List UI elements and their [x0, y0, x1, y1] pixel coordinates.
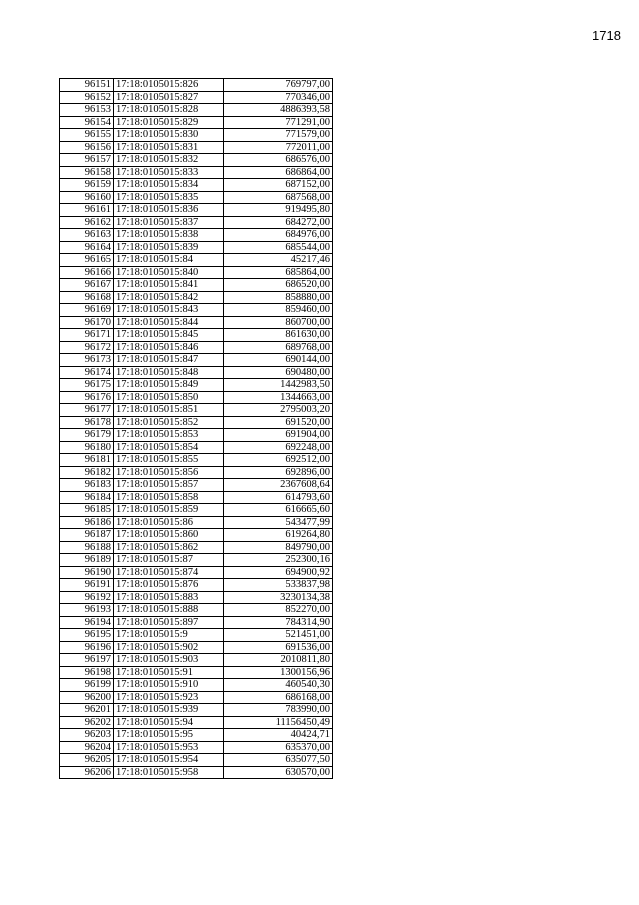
- table-row: [60, 454, 333, 467]
- table-row: [60, 129, 333, 142]
- table-row: [60, 704, 333, 717]
- row-number-cell: 96184: [60, 491, 114, 504]
- row-number-cell: 96163: [60, 229, 114, 242]
- cadastral-number-cell: 17:18:0105015:832: [114, 154, 224, 167]
- cadastral-number-cell: 17:18:0105015:902: [114, 641, 224, 654]
- cadastral-number-cell: 17:18:0105015:859: [114, 504, 224, 517]
- row-number-cell: 96170: [60, 316, 114, 329]
- table-row: [60, 541, 333, 554]
- row-number-cell: 96205: [60, 754, 114, 767]
- cadastral-number-cell: 17:18:0105015:958: [114, 766, 224, 779]
- table-row: [60, 391, 333, 404]
- row-number-cell: 96161: [60, 204, 114, 217]
- table-row: [60, 579, 333, 592]
- row-number-cell: 96182: [60, 466, 114, 479]
- cadastral-value-cell: 691520,00: [224, 416, 333, 429]
- cadastral-value-cell: 619264,80: [224, 529, 333, 542]
- cadastral-value-cell: 783990,00: [224, 704, 333, 717]
- cadastral-number-cell: 17:18:0105015:840: [114, 266, 224, 279]
- cadastral-value-cell: 858880,00: [224, 291, 333, 304]
- cadastral-number-cell: 17:18:0105015:828: [114, 104, 224, 117]
- cadastral-number-cell: 17:18:0105015:86: [114, 516, 224, 529]
- row-number-cell: 96157: [60, 154, 114, 167]
- table-row: [60, 479, 333, 492]
- cadastral-number-cell: 17:18:0105015:829: [114, 116, 224, 129]
- table-row: [60, 104, 333, 117]
- table-row: [60, 516, 333, 529]
- row-number-cell: 96160: [60, 191, 114, 204]
- cadastral-number-cell: 17:18:0105015:953: [114, 741, 224, 754]
- row-number-cell: 96181: [60, 454, 114, 467]
- row-number-cell: 96151: [60, 79, 114, 92]
- table-row: [60, 166, 333, 179]
- cadastral-value-cell: 45217,46: [224, 254, 333, 267]
- cadastral-value-cell: 1344663,00: [224, 391, 333, 404]
- cadastral-number-cell: 17:18:0105015:848: [114, 366, 224, 379]
- cadastral-value-cell: 686576,00: [224, 154, 333, 167]
- row-number-cell: 96176: [60, 391, 114, 404]
- cadastral-value-cell: 460540,30: [224, 679, 333, 692]
- cadastral-value-cell: 635370,00: [224, 741, 333, 754]
- row-number-cell: 96190: [60, 566, 114, 579]
- cadastral-number-cell: 17:18:0105015:862: [114, 541, 224, 554]
- cadastral-value-cell: 684976,00: [224, 229, 333, 242]
- cadastral-number-cell: 17:18:0105015:851: [114, 404, 224, 417]
- cadastral-number-cell: 17:18:0105015:834: [114, 179, 224, 192]
- cadastral-number-cell: 17:18:0105015:850: [114, 391, 224, 404]
- cadastral-value-cell: 686864,00: [224, 166, 333, 179]
- cadastral-number-cell: 17:18:0105015:923: [114, 691, 224, 704]
- table-row: [60, 616, 333, 629]
- cadastral-value-cell: 690144,00: [224, 354, 333, 367]
- cadastral-number-cell: 17:18:0105015:841: [114, 279, 224, 292]
- table-row: [60, 241, 333, 254]
- row-number-cell: 96166: [60, 266, 114, 279]
- table-row: [60, 379, 333, 392]
- cadastral-number-cell: 17:18:0105015:910: [114, 679, 224, 692]
- cadastral-number-cell: 17:18:0105015:831: [114, 141, 224, 154]
- cadastral-number-cell: 17:18:0105015:903: [114, 654, 224, 667]
- cadastral-value-cell: 543477,99: [224, 516, 333, 529]
- row-number-cell: 96162: [60, 216, 114, 229]
- row-number-cell: 96200: [60, 691, 114, 704]
- table-row: [60, 766, 333, 779]
- row-number-cell: 96167: [60, 279, 114, 292]
- cadastral-value-cell: 1442983,50: [224, 379, 333, 392]
- row-number-cell: 96175: [60, 379, 114, 392]
- row-number-cell: 96152: [60, 91, 114, 104]
- table-row: [60, 554, 333, 567]
- table-row: [60, 529, 333, 542]
- cadastral-number-cell: 17:18:0105015:883: [114, 591, 224, 604]
- cadastral-number-cell: 17:18:0105015:87: [114, 554, 224, 567]
- row-number-cell: 96197: [60, 654, 114, 667]
- cadastral-value-cell: 860700,00: [224, 316, 333, 329]
- cadastral-number-cell: 17:18:0105015:95: [114, 729, 224, 742]
- table-row: [60, 629, 333, 642]
- table-row: [60, 266, 333, 279]
- table-body: [60, 79, 333, 779]
- cadastral-value-cell: 2367608,64: [224, 479, 333, 492]
- table-row: [60, 416, 333, 429]
- table-row: [60, 741, 333, 754]
- cadastral-number-cell: 17:18:0105015:835: [114, 191, 224, 204]
- table-row: [60, 466, 333, 479]
- cadastral-value-cell: 686520,00: [224, 279, 333, 292]
- cadastral-number-cell: 17:18:0105015:833: [114, 166, 224, 179]
- cadastral-value-cell: 769797,00: [224, 79, 333, 92]
- cadastral-value-cell: 919495,80: [224, 204, 333, 217]
- cadastral-value-cell: 691904,00: [224, 429, 333, 442]
- table-row: [60, 79, 333, 92]
- table-row: [60, 491, 333, 504]
- row-number-cell: 96174: [60, 366, 114, 379]
- table-row: [60, 329, 333, 342]
- cadastral-number-cell: 17:18:0105015:857: [114, 479, 224, 492]
- row-number-cell: 96158: [60, 166, 114, 179]
- cadastral-value-cell: 685544,00: [224, 241, 333, 254]
- cadastral-number-cell: 17:18:0105015:849: [114, 379, 224, 392]
- row-number-cell: 96193: [60, 604, 114, 617]
- row-number-cell: 96159: [60, 179, 114, 192]
- cadastral-number-cell: 17:18:0105015:843: [114, 304, 224, 317]
- table-row: [60, 141, 333, 154]
- cadastral-number-cell: 17:18:0105015:874: [114, 566, 224, 579]
- row-number-cell: 96185: [60, 504, 114, 517]
- table-row: [60, 204, 333, 217]
- row-number-cell: 96196: [60, 641, 114, 654]
- cadastral-value-cell: 684272,00: [224, 216, 333, 229]
- cadastral-value-cell: 1300156,96: [224, 666, 333, 679]
- row-number-cell: 96154: [60, 116, 114, 129]
- row-number-cell: 96165: [60, 254, 114, 267]
- cadastral-number-cell: 17:18:0105015:830: [114, 129, 224, 142]
- row-number-cell: 96156: [60, 141, 114, 154]
- table-row: [60, 654, 333, 667]
- cadastral-number-cell: 17:18:0105015:846: [114, 341, 224, 354]
- cadastral-value-cell: 40424,71: [224, 729, 333, 742]
- row-number-cell: 96183: [60, 479, 114, 492]
- cadastral-number-cell: 17:18:0105015:837: [114, 216, 224, 229]
- cadastral-value-cell: 770346,00: [224, 91, 333, 104]
- cadastral-number-cell: 17:18:0105015:838: [114, 229, 224, 242]
- cadastral-value-cell: 3230134,38: [224, 591, 333, 604]
- table-row: [60, 729, 333, 742]
- table-row: [60, 354, 333, 367]
- cadastral-value-cell: 2795003,20: [224, 404, 333, 417]
- row-number-cell: 96171: [60, 329, 114, 342]
- cadastral-number-cell: 17:18:0105015:853: [114, 429, 224, 442]
- cadastral-value-cell: 689768,00: [224, 341, 333, 354]
- cadastral-value-cell: 859460,00: [224, 304, 333, 317]
- row-number-cell: 96187: [60, 529, 114, 542]
- cadastral-value-cell: 687152,00: [224, 179, 333, 192]
- cadastral-value-cell: 2010811,80: [224, 654, 333, 667]
- row-number-cell: 96201: [60, 704, 114, 717]
- table-row: [60, 91, 333, 104]
- cadastral-value-cell: 771579,00: [224, 129, 333, 142]
- table-row: [60, 116, 333, 129]
- row-number-cell: 96206: [60, 766, 114, 779]
- cadastral-value-table: [59, 78, 333, 779]
- cadastral-number-cell: 17:18:0105015:854: [114, 441, 224, 454]
- cadastral-number-cell: 17:18:0105015:897: [114, 616, 224, 629]
- cadastral-number-cell: 17:18:0105015:91: [114, 666, 224, 679]
- row-number-cell: 96202: [60, 716, 114, 729]
- row-number-cell: 96186: [60, 516, 114, 529]
- cadastral-value-cell: 772011,00: [224, 141, 333, 154]
- cadastral-value-cell: 691536,00: [224, 641, 333, 654]
- table-row: [60, 666, 333, 679]
- cadastral-number-cell: 17:18:0105015:876: [114, 579, 224, 592]
- table-row: [60, 341, 333, 354]
- cadastral-value-cell: 849790,00: [224, 541, 333, 554]
- cadastral-number-cell: 17:18:0105015:826: [114, 79, 224, 92]
- cadastral-number-cell: 17:18:0105015:852: [114, 416, 224, 429]
- cadastral-value-cell: 692896,00: [224, 466, 333, 479]
- cadastral-number-cell: 17:18:0105015:855: [114, 454, 224, 467]
- cadastral-value-cell: 4886393,58: [224, 104, 333, 117]
- page-number: 1718: [592, 28, 621, 43]
- table-row: [60, 604, 333, 617]
- cadastral-number-cell: 17:18:0105015:839: [114, 241, 224, 254]
- row-number-cell: 96195: [60, 629, 114, 642]
- table-row: [60, 179, 333, 192]
- row-number-cell: 96203: [60, 729, 114, 742]
- table-row: [60, 291, 333, 304]
- cadastral-value-cell: 852270,00: [224, 604, 333, 617]
- cadastral-value-cell: 690480,00: [224, 366, 333, 379]
- row-number-cell: 96173: [60, 354, 114, 367]
- row-number-cell: 96204: [60, 741, 114, 754]
- cadastral-value-cell: 771291,00: [224, 116, 333, 129]
- table-row: [60, 191, 333, 204]
- cadastral-number-cell: 17:18:0105015:860: [114, 529, 224, 542]
- table-row: [60, 304, 333, 317]
- row-number-cell: 96169: [60, 304, 114, 317]
- table-row: [60, 229, 333, 242]
- cadastral-value-cell: 521451,00: [224, 629, 333, 642]
- row-number-cell: 96179: [60, 429, 114, 442]
- cadastral-value-cell: 630570,00: [224, 766, 333, 779]
- cadastral-number-cell: 17:18:0105015:939: [114, 704, 224, 717]
- row-number-cell: 96172: [60, 341, 114, 354]
- row-number-cell: 96198: [60, 666, 114, 679]
- row-number-cell: 96153: [60, 104, 114, 117]
- cadastral-value-cell: 694900,92: [224, 566, 333, 579]
- row-number-cell: 96189: [60, 554, 114, 567]
- row-number-cell: 96155: [60, 129, 114, 142]
- table-row: [60, 504, 333, 517]
- cadastral-value-cell: 616665,60: [224, 504, 333, 517]
- cadastral-number-cell: 17:18:0105015:845: [114, 329, 224, 342]
- cadastral-value-cell: 11156450,49: [224, 716, 333, 729]
- cadastral-number-cell: 17:18:0105015:94: [114, 716, 224, 729]
- table-row: [60, 316, 333, 329]
- table-row: [60, 216, 333, 229]
- row-number-cell: 96178: [60, 416, 114, 429]
- table-row: [60, 254, 333, 267]
- row-number-cell: 96188: [60, 541, 114, 554]
- cadastral-number-cell: 17:18:0105015:858: [114, 491, 224, 504]
- cadastral-number-cell: 17:18:0105015:856: [114, 466, 224, 479]
- cadastral-value-cell: 614793,60: [224, 491, 333, 504]
- table-row: [60, 716, 333, 729]
- cadastral-value-cell: 687568,00: [224, 191, 333, 204]
- cadastral-number-cell: 17:18:0105015:84: [114, 254, 224, 267]
- cadastral-value-cell: 686168,00: [224, 691, 333, 704]
- row-number-cell: 96199: [60, 679, 114, 692]
- cadastral-value-cell: 635077,50: [224, 754, 333, 767]
- cadastral-value-cell: 692248,00: [224, 441, 333, 454]
- row-number-cell: 96168: [60, 291, 114, 304]
- cadastral-number-cell: 17:18:0105015:844: [114, 316, 224, 329]
- table-row: [60, 566, 333, 579]
- row-number-cell: 96191: [60, 579, 114, 592]
- cadastral-value-cell: 533837,98: [224, 579, 333, 592]
- row-number-cell: 96192: [60, 591, 114, 604]
- row-number-cell: 96164: [60, 241, 114, 254]
- cadastral-number-cell: 17:18:0105015:888: [114, 604, 224, 617]
- cadastral-value-cell: 252300,16: [224, 554, 333, 567]
- table-row: [60, 404, 333, 417]
- cadastral-number-cell: 17:18:0105015:842: [114, 291, 224, 304]
- cadastral-value-cell: 784314,90: [224, 616, 333, 629]
- table-row: [60, 441, 333, 454]
- table-row: [60, 429, 333, 442]
- cadastral-number-cell: 17:18:0105015:827: [114, 91, 224, 104]
- table-row: [60, 754, 333, 767]
- table-row: [60, 154, 333, 167]
- cadastral-number-cell: 17:18:0105015:836: [114, 204, 224, 217]
- cadastral-number-cell: 17:18:0105015:847: [114, 354, 224, 367]
- table-row: [60, 366, 333, 379]
- cadastral-number-cell: 17:18:0105015:954: [114, 754, 224, 767]
- table-row: [60, 641, 333, 654]
- cadastral-number-cell: 17:18:0105015:9: [114, 629, 224, 642]
- row-number-cell: 96180: [60, 441, 114, 454]
- row-number-cell: 96194: [60, 616, 114, 629]
- table-row: [60, 691, 333, 704]
- cadastral-value-cell: 685864,00: [224, 266, 333, 279]
- table-row: [60, 591, 333, 604]
- row-number-cell: 96177: [60, 404, 114, 417]
- cadastral-value-cell: 692512,00: [224, 454, 333, 467]
- table-row: [60, 679, 333, 692]
- cadastral-value-cell: 861630,00: [224, 329, 333, 342]
- table-row: [60, 279, 333, 292]
